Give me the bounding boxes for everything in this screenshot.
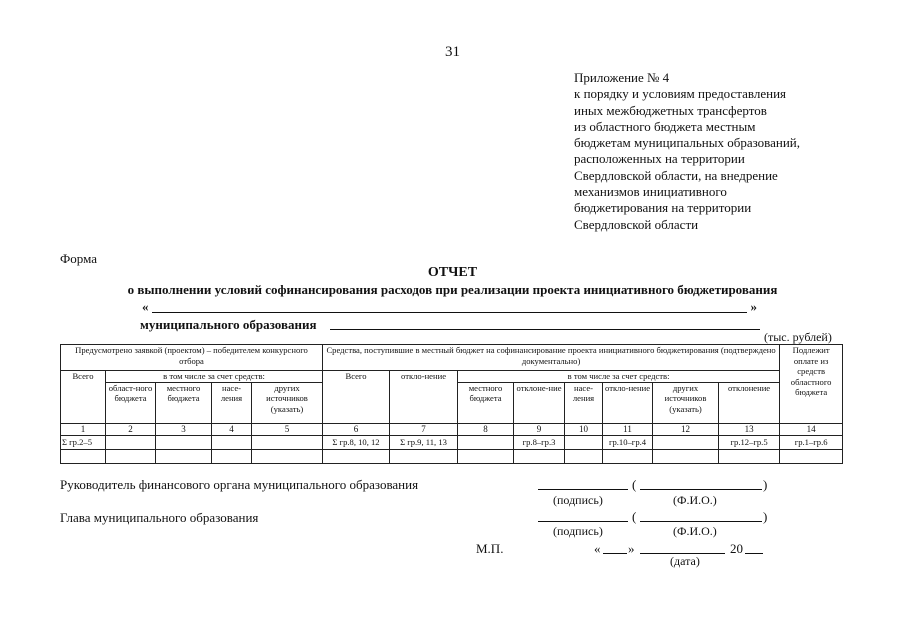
appendix-line: к порядку и условиям предоставления xyxy=(574,86,787,102)
appendix-line: Приложение № 4 xyxy=(574,70,670,85)
empty-cell[interactable] xyxy=(212,449,252,463)
document-title: ОТЧЕТ xyxy=(427,265,478,280)
formula-cell[interactable] xyxy=(565,435,603,449)
header-including-received: в том числе за счет средств: xyxy=(458,371,780,383)
header-received: Средства, поступившие в местный бюджет на софинансирование проекта инициативного бюджетирования (подтверждено документально) xyxy=(323,345,780,371)
appendix-line: механизмов инициативного xyxy=(574,184,727,200)
col-regional-budget: област-ного бюджета xyxy=(106,382,156,423)
column-numbers-row xyxy=(61,423,843,435)
paren-close: ) xyxy=(763,477,768,492)
empty-cell[interactable] xyxy=(252,449,323,463)
header-total-received: Всего xyxy=(323,371,390,424)
formula-cell[interactable] xyxy=(653,435,719,449)
form-label: Форма xyxy=(60,251,97,266)
empty-cell[interactable] xyxy=(156,449,212,463)
year-prefix: 20 xyxy=(730,541,743,556)
column-number: 2 xyxy=(106,423,156,435)
stamp-label: М.П. xyxy=(476,541,504,556)
column-number: 3 xyxy=(156,423,212,435)
appendix-line: бюджетирования на территории xyxy=(574,200,752,216)
formula-cell: Σ гр.8, 10, 12 xyxy=(323,435,390,449)
column-number: 9 xyxy=(514,423,565,435)
empty-cell[interactable] xyxy=(653,449,719,463)
column-number: 11 xyxy=(603,423,653,435)
quote-close: » xyxy=(750,299,757,314)
appendix-line: бюджетам муниципальных образований, xyxy=(574,135,801,151)
formula-cell: гр.8–гр.3 xyxy=(514,435,565,449)
paren-close: ) xyxy=(763,509,768,524)
formula-cell[interactable] xyxy=(212,435,252,449)
empty-row xyxy=(61,449,843,463)
column-number: 7 xyxy=(390,423,458,435)
column-number: 1 xyxy=(61,423,106,435)
column-number: 14 xyxy=(780,423,843,435)
empty-cell[interactable] xyxy=(719,449,780,463)
quote-open: « xyxy=(142,299,149,314)
page-number: 31 xyxy=(445,44,460,60)
column-number: 13 xyxy=(719,423,780,435)
col-deviation-population: откло-нение xyxy=(603,382,653,423)
finance-head-signature-field[interactable] xyxy=(538,489,628,490)
appendix-line: Свердловской области, на внедрение xyxy=(574,167,778,183)
empty-cell[interactable] xyxy=(565,449,603,463)
empty-cell[interactable] xyxy=(390,449,458,463)
name-caption: (Ф.И.О.) xyxy=(673,524,717,538)
formula-cell: гр.10–гр.4 xyxy=(603,435,653,449)
appendix-block xyxy=(574,70,800,233)
formula-cell: Σ гр.2–5 xyxy=(61,435,106,449)
formula-row xyxy=(61,435,843,449)
municipality-head-label: Глава муниципального образования xyxy=(60,510,259,525)
formula-cell[interactable] xyxy=(252,435,323,449)
col-population: насе-ления xyxy=(212,382,252,423)
date-caption: (дата) xyxy=(670,554,700,568)
municipality-head-signature-field[interactable] xyxy=(538,521,628,522)
paren-open: ( xyxy=(632,477,637,492)
formula-cell: Σ гр.9, 11, 13 xyxy=(390,435,458,449)
formula-cell[interactable] xyxy=(106,435,156,449)
col-other-received: других источников (указать) xyxy=(653,382,719,423)
municipality-name-field[interactable] xyxy=(330,329,760,330)
empty-cell[interactable] xyxy=(61,449,106,463)
project-name-field[interactable] xyxy=(142,299,757,315)
formula-cell[interactable] xyxy=(458,435,514,449)
date-quote-close: » xyxy=(628,541,635,556)
col-deviation-other: отклонение xyxy=(719,382,780,423)
column-number: 5 xyxy=(252,423,323,435)
finance-head-label: Руководитель финансового органа муниципального образования xyxy=(60,477,419,492)
column-number: 12 xyxy=(653,423,719,435)
report-table xyxy=(60,344,843,464)
appendix-line: иных межбюджетных трансфертов xyxy=(574,102,767,118)
date-day-field[interactable] xyxy=(603,553,627,554)
date-quote-open: « xyxy=(594,541,601,556)
empty-cell[interactable] xyxy=(458,449,514,463)
formula-cell[interactable] xyxy=(156,435,212,449)
col-deviation-local: отклоне-ние xyxy=(514,382,565,423)
empty-cell[interactable] xyxy=(514,449,565,463)
project-name-underline xyxy=(152,312,747,313)
formula-cell: гр.12–гр.5 xyxy=(719,435,780,449)
municipality-label: муниципального образования xyxy=(140,317,317,332)
empty-cell[interactable] xyxy=(323,449,390,463)
signature-caption: (подпись) xyxy=(553,524,603,538)
name-caption: (Ф.И.О.) xyxy=(673,493,717,507)
municipality-head-name-field[interactable] xyxy=(640,521,762,522)
paren-open: ( xyxy=(632,509,637,524)
empty-cell[interactable] xyxy=(780,449,843,463)
header-total: Всего xyxy=(61,371,106,424)
col-local-budget: местного бюджета xyxy=(156,382,212,423)
col-population-received: насе-ления xyxy=(565,382,603,423)
appendix-line: из областного бюджета местным xyxy=(574,118,756,134)
column-number: 6 xyxy=(323,423,390,435)
col-other-sources: других источников (указать) xyxy=(252,382,323,423)
date-year-field[interactable] xyxy=(745,553,763,554)
signature-caption: (подпись) xyxy=(553,493,603,507)
col-local-budget-received: местного бюджета xyxy=(458,382,514,423)
column-number: 4 xyxy=(212,423,252,435)
empty-cell[interactable] xyxy=(106,449,156,463)
header-requested: Предусмотрено заявкой (проектом) – победителем конкурсного отбора xyxy=(61,345,323,371)
header-deviation: откло-нение xyxy=(390,371,458,424)
appendix-line: Свердловской области xyxy=(574,216,699,232)
document-subtitle: о выполнении условий софинансирования расходов при реализации проекта инициативного бюджетирования xyxy=(127,282,778,297)
column-number: 8 xyxy=(458,423,514,435)
empty-cell[interactable] xyxy=(603,449,653,463)
formula-cell: гр.1–гр.6 xyxy=(780,435,843,449)
header-payable: Подлежит оплате из средств областного бюджета xyxy=(780,345,843,424)
units-label: (тыс. рублей) xyxy=(764,330,832,344)
appendix-line: расположенных на территории xyxy=(574,151,745,167)
finance-head-name-field[interactable] xyxy=(640,489,762,490)
header-including: в том числе за счет средств: xyxy=(106,371,323,383)
column-number: 10 xyxy=(565,423,603,435)
